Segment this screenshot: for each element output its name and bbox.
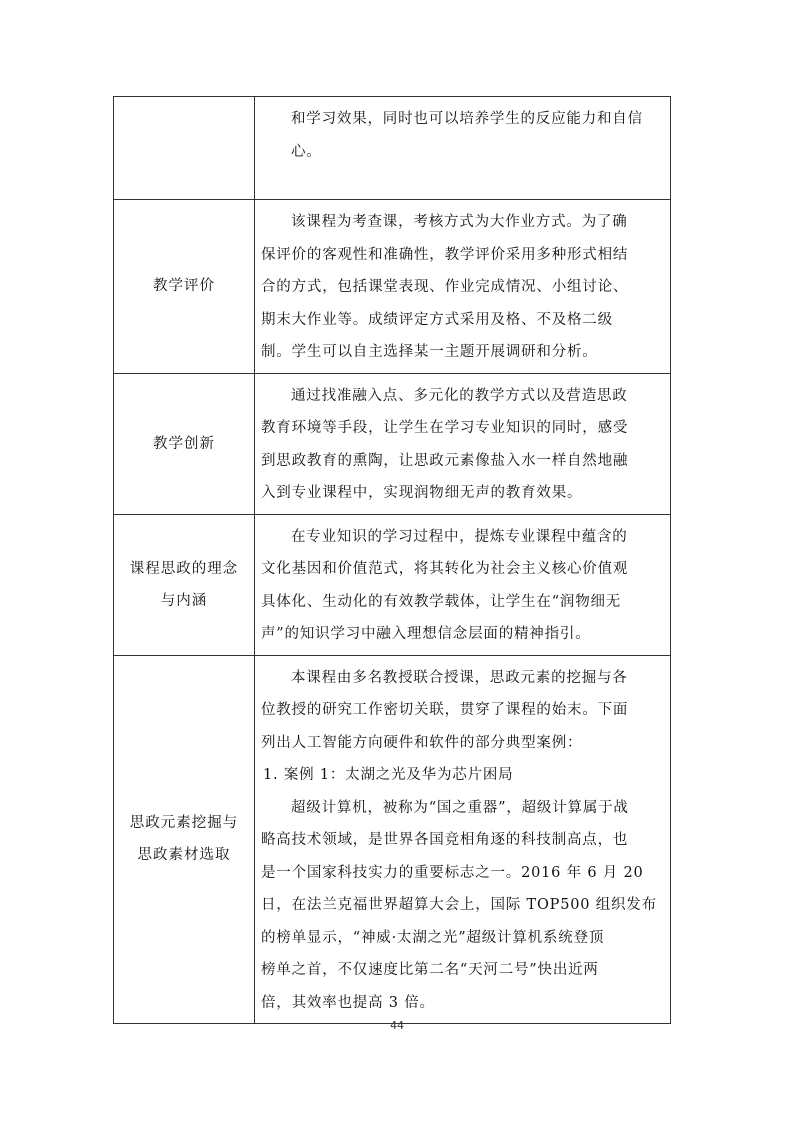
table-row — [114, 373, 671, 514]
text-line: 教育环境等手段，让学生在学习专业知识的同时，感受 — [261, 420, 629, 436]
text-line: 该课程为考查课，考核方式为大作业方式。为了确 — [291, 214, 628, 230]
text-line: 在专业知识的学习过程中，提炼专业课程中蕴含的 — [291, 528, 628, 545]
table-row — [114, 200, 671, 374]
text-line: 榜单之首，不仅速度比第二名“天河二号”快出近两 — [261, 962, 599, 978]
row-content — [255, 200, 671, 374]
row-label-teaching-innovation: 教学创新 — [114, 373, 255, 514]
text-line: 具体化、生动化的有效教学载体，让学生在“润物细无 — [261, 593, 622, 610]
text-line: 到思政教育的熏陶，让思政元素像盐入水一样自然地融 — [261, 452, 629, 469]
row-label-empty — [114, 97, 255, 200]
list-item: 1. 案例 1：太湖之光及华为芯片困局 — [263, 767, 514, 783]
row-content — [255, 514, 671, 655]
text-line: 倍，其效率也提高 3 倍。 — [261, 994, 435, 1011]
row-label-course-ideology — [114, 514, 255, 655]
label-line: 思政素材选取 — [137, 847, 231, 864]
text-line: 本课程由多名教授联合授课，思政元素的挖掘与各 — [291, 669, 628, 686]
text-line: 制。学生可以自主选择某一主题开展调研和分析。 — [261, 344, 598, 360]
row-label-teaching-evaluation: 教学评价 — [114, 200, 255, 374]
row-label-ideology-elements — [114, 655, 255, 1024]
text-line: 列出人工智能方向硬件和软件的部分典型案例： — [261, 734, 583, 751]
label-line: 与内涵 — [160, 592, 208, 609]
text-line: 文化基因和价值范式，将其转化为社会主义核心价值观 — [261, 561, 629, 577]
text-line: 位教授的研究工作密切关联，贯穿了课程的始末。下面 — [261, 702, 629, 718]
text-line: 心。 — [291, 143, 322, 160]
text-line: 期末大作业等。成绩评定方式采用及格、不及格二级 — [261, 311, 613, 328]
text-line: 通过找准融入点、多元化的教学方式以及营造思政 — [291, 387, 628, 404]
table-row — [114, 655, 671, 1024]
page-number: 44 — [390, 1019, 404, 1032]
text-line: 声”的知识学习中融入理想信念层面的精神指引。 — [261, 626, 591, 642]
row-content — [255, 373, 671, 514]
text-line: 是一个国家科技实力的重要标志之一。2016 年 6 月 20 — [261, 864, 644, 881]
text-line: 保评价的客观性和准确性，教学评价采用多种形式相结 — [261, 246, 629, 263]
row-content — [255, 97, 671, 200]
label-line: 课程思政的理念 — [129, 560, 239, 577]
row-content — [255, 655, 671, 1024]
text-line: 略高技术领域，是世界各国竞相角逐的科技制高点，也 — [261, 832, 629, 848]
text-line: 合的方式，包括课堂表现、作业完成情况、小组讨论、 — [261, 279, 629, 295]
label-line: 思政元素挖掘与 — [129, 815, 239, 832]
text-line: 入到专业课程中，实现润物细无声的教育效果。 — [261, 485, 583, 501]
text-line: 日，在法兰克福世界超算大会上，国际 TOP500 组织发布 — [261, 897, 657, 913]
content-table — [113, 96, 671, 1024]
table-row — [114, 514, 671, 655]
text-line: 的榜单显示，“神威·太湖之光”超级计算机系统登顶 — [261, 929, 605, 946]
text-line: 和学习效果，同时也可以培养学生的反应能力和自信 — [291, 111, 643, 127]
table-row — [114, 97, 671, 200]
text-line: 超级计算机，被称为“国之重器”，超级计算属于战 — [291, 799, 629, 816]
